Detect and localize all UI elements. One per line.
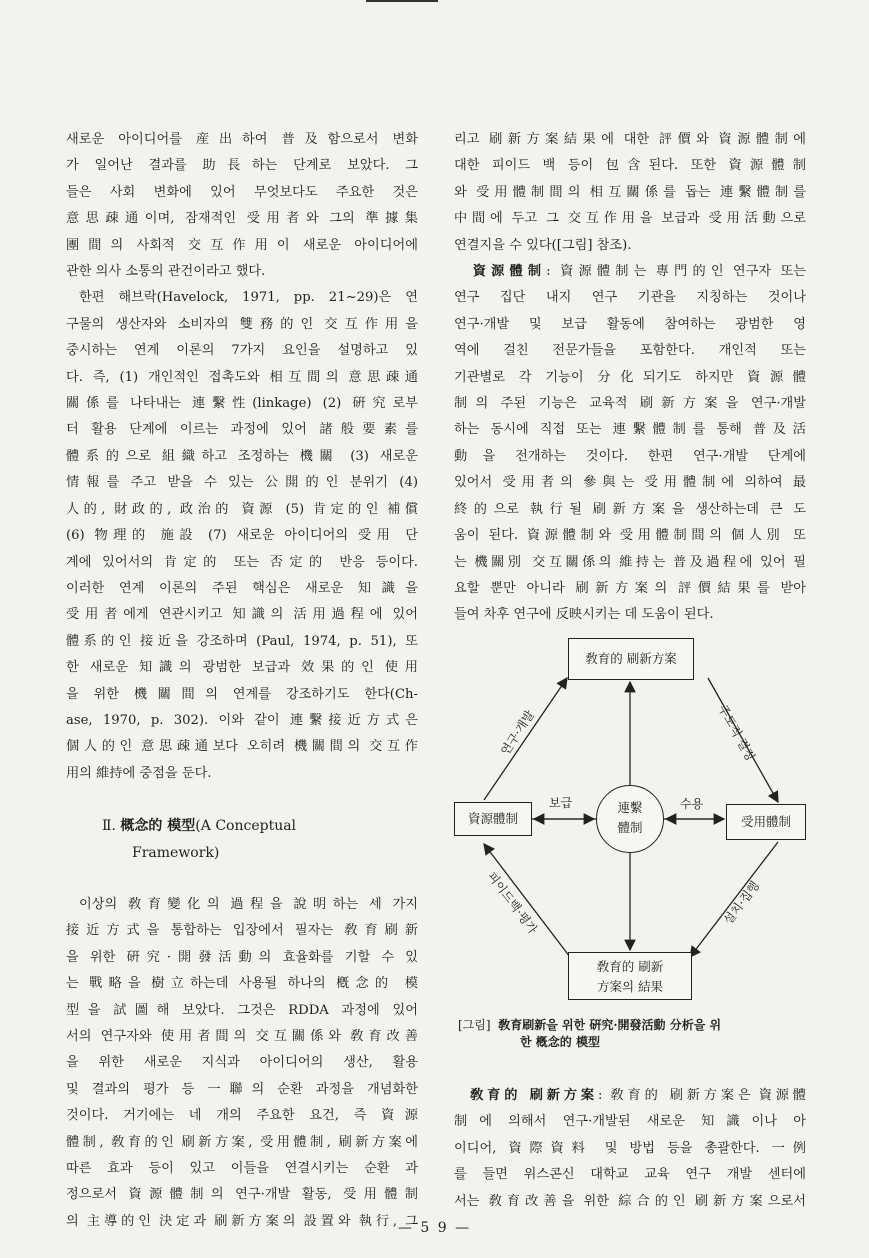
text-line: 하는 동시에 직접 또는 連繫體制를 통해 普及活 (454, 422, 806, 438)
text-line: 역에 걸친 전문가들을 포함한다. 개인적 또는 (454, 343, 806, 359)
text-line: 制에 의해서 연구·개발된 새로운 知識이나 아 (454, 1114, 806, 1130)
text-line: 관한 의사 소통의 관건이라고 했다. (66, 264, 266, 280)
right-column-lower (454, 1083, 806, 1215)
term-educational-innovation: 敎育的 刷新方案 (470, 1088, 598, 1103)
text-line: 와 受用體制間의 相互關係를 돕는 連繫體制를 (454, 184, 806, 200)
box-innovation-results: 敎育的 刷新 方案의 結果 (568, 952, 692, 1000)
conceptual-model-diagram (454, 632, 806, 1012)
text-line: 새로운 아이디어를 産出하여 普及함으로서 변화 (66, 132, 418, 147)
circle-linkage-system: 連繫 體制 (596, 785, 664, 853)
text-line: 資源體制: 資源體制는 專門的인 연구자 또는 (472, 264, 806, 280)
label-feedback: 피이드백·평가 (484, 869, 540, 937)
text-line: 團間의 사회적 交互作用이 새로운 아이디어에 (66, 237, 418, 253)
text-line: 한 새로운 知識의 광범한 보급과 效果的인 使用 (66, 660, 418, 676)
text-line: 이디어, 資際資料 및 방법 등을 총괄한다. 一例 (454, 1140, 806, 1156)
text-line: 대한 피이드 백 등이 包含된다. 또한 資源體制 (454, 158, 806, 174)
text-line: 終的으로 執行될 刷新方案을 생산하는데 큰 도 (454, 501, 806, 517)
text-line: 을 위한 새로운 지식과 아이디어의 생산, 활용 (66, 1055, 418, 1071)
text-line: 受用者에게 연관시키고 知識의 活用過程에 있어 (66, 607, 418, 623)
text-line: 계에 있어서의 肯定的 또는 否定的 반응 등이다. (66, 554, 418, 570)
page-number: — 5 9 — (397, 1220, 472, 1236)
text-line: 있어서 受用者의 參與는 受用體制에 의하여 最 (454, 475, 806, 491)
text-line: 用의 維持에 중점을 둔다. (66, 765, 212, 781)
text-line: 을 위한 機關間의 연계를 강조하기도 한다(Ch- (66, 686, 418, 702)
right-paragraph-1 (454, 127, 806, 259)
label-research-development: 연구·개발 (497, 707, 538, 758)
text-line: 制의 주된 기능은 교육적 刷新方案을 연구·개발 (454, 396, 806, 412)
arrow-research-development (484, 678, 567, 800)
text-line: 서의 연구자와 使用者間의 交互關係와 敎育改善 (66, 1029, 418, 1044)
section-title-korean: 概念的 模型 (120, 818, 196, 835)
left-column (66, 127, 418, 1235)
text-line: 요할 뿐만 아니라 刷新方案의 評價結果를 받아 (454, 580, 806, 596)
text-line: 는 戰略을 樹立하는데 사용될 하나의 槪念的 模 (66, 976, 418, 992)
text-line: 연결지을 수 있다([그림] 참조). (454, 237, 632, 253)
label-decision: 주도적 결정 (715, 702, 758, 764)
text-line: 動을 전개하는 것이다. 한편 연구·개발 단계에 (454, 448, 806, 464)
text-line: 중시하는 연계 이론의 7가지 요인을 설명하고 있 (66, 343, 418, 359)
text-line: 接近方式을 통합하는 입장에서 필자는 敎育刷新 (66, 923, 418, 939)
text-line: 體制, 敎育的인 刷新方案, 受用體制, 刷新方案에 (66, 1134, 418, 1150)
box-educational-innovation: 敎育的 刷新方案 (568, 638, 694, 680)
right-paragraph-3 (454, 1083, 806, 1215)
text-line: 敎育的 刷新方案: 敎育的 刷新方案은 資源體 (470, 1088, 806, 1103)
top-rule (366, 0, 438, 2)
text-line: 한편 해브락(Havelock, 1971, pp. 21~29)은 연 (79, 290, 418, 306)
text-line: 기관별로 각 기능이 分化되기도 하지만 資源體 (454, 369, 806, 385)
text-line: 情報를 주고 받을 수 있는 公開的인 분위기 (4) (66, 475, 418, 491)
text-line: 의 主導的인 決定과 刷新方案의 設置와 執行, 그 (66, 1213, 418, 1229)
text-line: 個人的인 意思疎通보다 오히려 機關間의 交互作 (66, 739, 418, 755)
label-diffusion: 보급 (549, 796, 573, 810)
text-line: 연구 집단 내지 연구 기관을 지칭하는 것이나 (454, 290, 806, 306)
text-line: 다. 즉, (1) 개인적인 접촉도와 相互間의 意思疎通 (66, 369, 418, 385)
term-resource-system: 資源體制 (472, 264, 547, 280)
text-line: 體系的으로 組織하고 조정하는 機關 (3) 새로운 (66, 448, 418, 464)
text-line: 型을 試圖해 보았다. 그것은 RDDA 과정에 있어 (66, 1002, 418, 1018)
text-line: (6) 物理的 施設 (7) 새로운 아이디어의 受用 단 (66, 528, 418, 544)
text-line: 意思疎通이며, 잠재적인 受用者와 그의 準據集 (66, 211, 418, 227)
text-line: 따른 효과 등이 있고 이들을 연결시키는 순환 과 (66, 1161, 418, 1177)
text-line: 體系的인 接近을 강조하며 (Paul, 1974, p. 51), 또 (66, 633, 418, 649)
text-line: 들여 차후 연구에 反映시키는 데 도움이 된다. (454, 607, 714, 623)
left-paragraph-3 (66, 892, 418, 1235)
right-paragraph-2 (454, 259, 806, 629)
text-line: 정으로서 資源體制의 연구·개발 활동, 受用體制 (66, 1187, 418, 1203)
text-line: 가 일어난 결과를 助長하는 단계로 보았다. 그 (66, 158, 418, 174)
figure-caption: [그림] 敎育刷新을 위한 硏究·開發活動 分析을 위 한 槪念的 模型 (458, 1018, 722, 1049)
text-line: 를 들면 위스콘신 대학교 교육 연구 개발 센터에 (454, 1167, 806, 1183)
section-title-english-2: Framework) (132, 844, 220, 861)
text-line: 리고 刷新方案結果에 대한 評價와 資源體制에 (454, 132, 806, 147)
text-line: 터 활용 단계에 이르는 과정에 있어 諸般要素를 (66, 422, 418, 438)
text-line: 움이 된다. 資源體制와 受用體制間의 個人別 또 (454, 528, 806, 544)
section-number: Ⅱ. (102, 818, 116, 835)
text-line: 및 결과의 평가 등 一聯의 순환 과정을 개념화한 (66, 1081, 418, 1097)
right-column (454, 127, 806, 629)
text-line: 들은 사회 변화에 있어 무엇보다도 주요한 것은 (66, 184, 418, 200)
left-paragraph-1 (66, 127, 418, 285)
box-user-system: 受用體制 (726, 804, 806, 840)
text-line: 關係를 나타내는 連繫性(linkage) (2) 硏究로부 (66, 396, 418, 412)
arrow-feedback (484, 844, 570, 957)
text-line: 것이다. 거기에는 네 개의 주요한 요건, 즉 資源 (66, 1108, 418, 1124)
text-line: 을 위한 硏究·開發活動의 효율화를 기할 수 있 (66, 949, 418, 965)
label-adoption: 수용 (680, 797, 704, 811)
text-line: 이상의 敎育變化의 過程을 說明하는 세 가지 (79, 896, 418, 912)
section-title-english-1: (A Conceptual (195, 818, 297, 835)
text-line: 이러한 연계 이론의 주된 핵심은 새로운 知識을 (66, 580, 418, 596)
left-paragraph-2 (66, 285, 418, 787)
text-line: ase, 1970, p. 302). 이와 같이 連繫接近方式은 (66, 712, 418, 728)
section-heading (66, 813, 418, 839)
label-installation: 설치·집행 (720, 878, 763, 928)
text-line: 서는 敎育改善을 위한 綜合的인 刷新方案으로서 (454, 1193, 806, 1209)
text-line: 구물의 생산자와 소비자의 雙務的인 交互作用을 (66, 316, 418, 332)
box-resource-system: 資源體制 (454, 802, 532, 836)
text-line: 人的, 財政的, 政治的 資源 (5) 肯定的인 補償 (66, 501, 418, 517)
text-line: 연구·개발 및 보급 활동에 참여하는 광범한 영 (454, 316, 806, 332)
text-line: 中間에 두고 그 交互作用을 보급과 受用活動으로 (454, 211, 806, 227)
text-line: 는 機關別 交互關係의 維持는 普及過程에 있어 필 (454, 554, 806, 570)
